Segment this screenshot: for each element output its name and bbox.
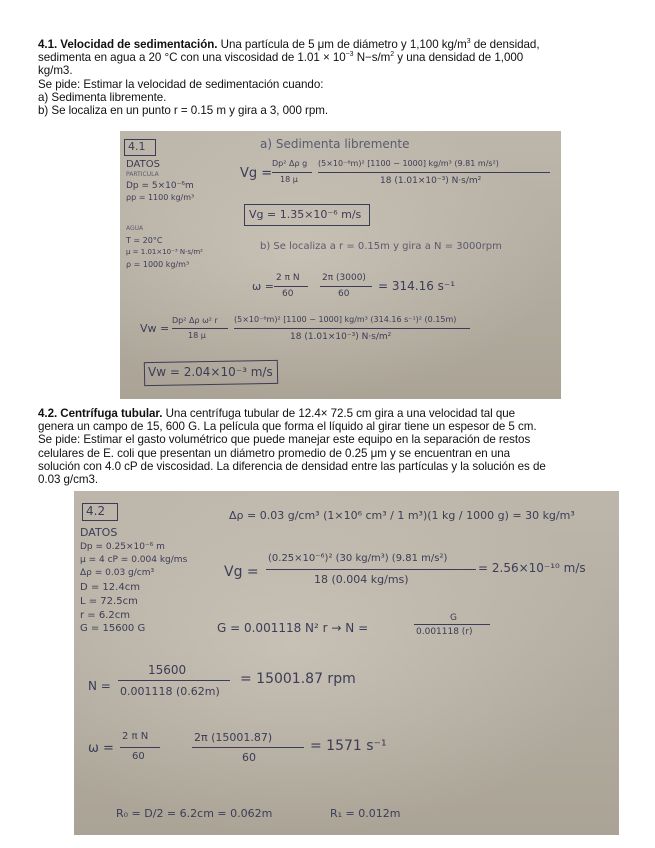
rho-p-value: ρp = 1100 kg/m³	[126, 193, 195, 202]
fraction-bar	[234, 328, 470, 329]
omega-result: = 1571 s⁻¹	[310, 738, 387, 754]
G-sqrt-den: 0.001118 (r)	[416, 627, 473, 637]
mu-value: μ = 1.01×10⁻³ N·s/m²	[126, 248, 203, 256]
omega-lhs: ω =	[88, 741, 114, 756]
N-lhs: N =	[88, 679, 111, 693]
omega-num2: 2π (15001.87)	[194, 731, 273, 744]
superscript: 3	[466, 38, 471, 46]
omega-den: 60	[282, 289, 294, 299]
agua-label: AGUA	[126, 225, 144, 232]
fraction-bar	[318, 172, 550, 173]
omega-den2: 60	[242, 751, 256, 764]
problem-4-2-line-4: celulares de E. coli que presentan un diámetro promedio de 0.25 μm y se encuentran en una	[38, 446, 511, 460]
vw-num: Dp² Δρ ω² r	[172, 316, 218, 325]
part-b-title: b) Se localiza a r = 0.15m y gira a N = 3000rpm	[260, 241, 502, 252]
problem-4-2-line-6: 0.03 g/cm3.	[38, 473, 99, 487]
problem-text: sedimenta en agua a 20 °C con una viscosidad de 1.01 × 10	[38, 51, 346, 65]
vg-formula-lhs: Vg =	[240, 166, 273, 181]
problem-4-2-heading: 4.2. Centrífuga tubular.	[38, 407, 163, 420]
problem-4-1-heading: 4.1. Velocidad de sedimentación.	[38, 38, 218, 51]
problem-4-2-line-3: Se pide: Estimar el gasto volumétrico que puede manejar este equipo en la separación de restos	[38, 433, 531, 447]
fraction-bar	[118, 680, 230, 681]
dp-value: Dp = 5×10⁻⁶m	[126, 181, 194, 191]
vg-den: 18 (0.004 kg/ms)	[314, 573, 409, 586]
omega-num: 2 π N	[122, 731, 149, 742]
vw-lhs: Vw =	[140, 322, 170, 335]
omega-result: = 314.16 s⁻¹	[378, 279, 456, 293]
problem-text: Una partícula de 5 μm de diámetro y 1,100 kg/m	[217, 38, 467, 51]
vg-eq-num: (5×10⁻⁶m)² [1100 − 1000] kg/m³ (9.81 m/s²)	[318, 159, 499, 168]
vg-eq-den: 18 (1.01×10⁻³) N·s/m²	[380, 176, 482, 186]
problem-4-1-line-1	[38, 38, 628, 51]
problem-text: y una densidad de 1,000	[394, 51, 524, 65]
superscript: 2	[390, 51, 395, 59]
G-value: G = 15600 G	[80, 623, 146, 634]
vw-den: 18 μ	[188, 331, 206, 340]
omega-den: 60	[132, 751, 145, 762]
particula-label: PARTICULA	[126, 171, 159, 178]
problem-4-1-line-2	[38, 51, 628, 64]
problem-4-2-line-5: solución con 4.0 cP de viscosidad. La diferencia de densidad entre las partículas y la solución es de	[38, 459, 546, 473]
problem-4-2-line-1	[38, 407, 638, 420]
omega-num: 2 π N	[276, 273, 300, 283]
drho-conversion: Δρ = 0.03 g/cm³ (1×10⁶ cm³ / 1 m³)(1 kg / 1000 g) = 30 kg/m³	[229, 509, 575, 522]
datos-label: DATOS	[80, 526, 118, 539]
N-num: 15600	[148, 663, 187, 677]
R1-value: R₁ = 0.012m	[330, 807, 401, 820]
superscript: −3	[345, 51, 354, 59]
fraction-bar	[274, 286, 308, 287]
N-result: = 15001.87 rpm	[240, 671, 356, 687]
handwritten-solution-4-1-photo	[120, 131, 561, 399]
problem-4-1-line-3: kg/m3.	[38, 64, 73, 78]
problem-4-2-line-2: genera un campo de 15, 600 G. La película que forma el líquido al girar tiene un espesor de 5 cm.	[38, 420, 537, 434]
mu-value: μ = 4 cP = 0.004 kg/ms	[80, 555, 188, 565]
r-value: r = 6.2cm	[80, 610, 130, 621]
problem-4-1-line-4: Se pide: Estimar la velocidad de sedimentación cuando:	[38, 77, 324, 91]
L-value: L = 72.5cm	[80, 596, 138, 607]
vw-den2: 18 (1.01×10⁻³) N·s/m²	[290, 332, 392, 342]
D-value: D = 12.4cm	[80, 582, 140, 593]
vg-formula-num: Dp² Δρ g	[272, 159, 308, 168]
fraction-bar	[414, 624, 490, 625]
temp-value: T = 20°C	[126, 236, 163, 245]
fraction-bar	[320, 286, 372, 287]
datos-label: DATOS	[126, 159, 160, 170]
drho-value: Δρ = 0.03 g/cm³	[80, 568, 155, 578]
fraction-bar	[266, 569, 476, 570]
dp-value: Dp = 0.25×10⁻⁶ m	[80, 542, 165, 552]
omega-lhs: ω =	[252, 280, 274, 293]
problem-text: Una centrífuga tubular de 12.4× 72.5 cm gira a una velocidad tal que	[162, 407, 516, 420]
problem-text: N−s/m	[353, 51, 391, 65]
vg-lhs: Vg =	[224, 564, 259, 580]
vw-result: Vw = 2.04×10⁻³ m/s	[148, 365, 273, 379]
vg-formula-den: 18 μ	[280, 175, 298, 184]
fraction-bar	[120, 747, 160, 748]
part-a-title: a) Sedimenta libremente	[260, 137, 410, 151]
fraction-bar	[192, 747, 304, 748]
problem-4-1-line-6: b) Se localiza en un punto r = 0.15 m y gira a 3, 000 rpm.	[38, 104, 329, 118]
fraction-bar	[272, 172, 312, 173]
N-den: 0.001118 (0.62m)	[120, 685, 220, 698]
rho-value: ρ = 1000 kg/m³	[126, 260, 190, 269]
problem-4-1-statement	[38, 38, 628, 117]
R0-value: R₀ = D/2 = 6.2cm = 0.062m	[116, 807, 273, 820]
vg-result: Vg = 1.35×10⁻⁶ m/s	[249, 208, 362, 221]
G-sqrt-num: G	[450, 613, 457, 623]
fraction-bar	[172, 328, 228, 329]
problem-text: de densidad,	[470, 38, 540, 51]
vg-result: = 2.56×10⁻¹⁰ m/s	[478, 561, 586, 575]
problem-4-1-line-5: a) Sedimenta libremente.	[38, 90, 167, 104]
omega-den2: 60	[338, 289, 350, 299]
vg-num: (0.25×10⁻⁶)² (30 kg/m³) (9.81 m/s²)	[268, 553, 448, 564]
handwritten-solution-4-2-photo	[74, 491, 619, 835]
omega-num2: 2π (3000)	[322, 273, 366, 283]
problem-4-2-statement	[38, 407, 638, 486]
G-relation: G = 0.001118 N² r → N =	[217, 621, 369, 635]
problem-number: 4.2	[86, 504, 106, 518]
vw-num2: (5×10⁻⁶m)² [1100 − 1000] kg/m³ (314.16 s⁻¹)² (0.15m)	[234, 315, 457, 324]
problem-number: 4.1	[128, 140, 146, 153]
